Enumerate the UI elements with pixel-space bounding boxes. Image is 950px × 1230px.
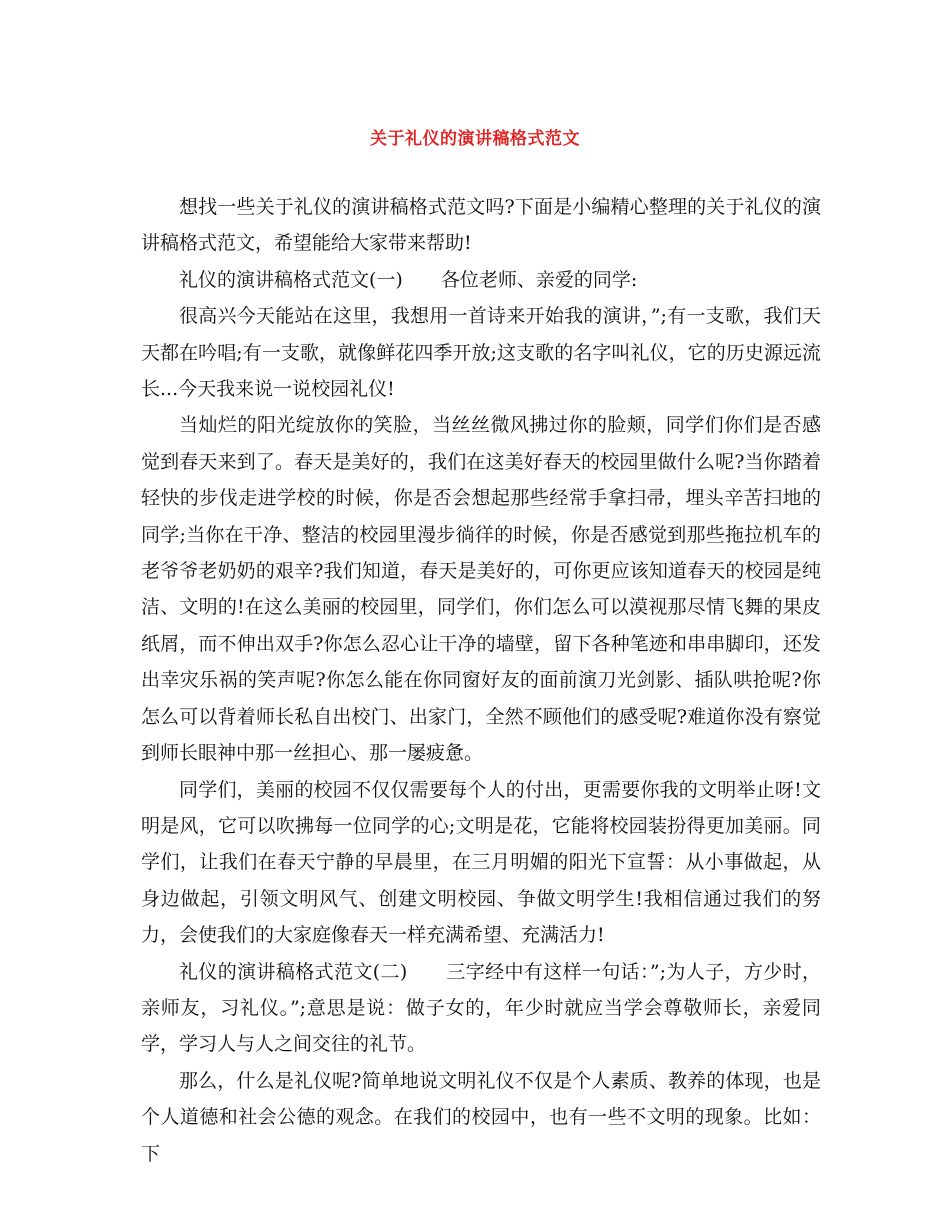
document-title: 关于礼仪的演讲稿格式范文: [370, 129, 580, 149]
paragraph: 礼仪的演讲稿格式范文(二) 三字经中有这样一句话：”;为人子，方少时，亲师友，习礼仪。”;意思是说：做子女的，年少时就应当学会尊敬师长，亲爱同学，学习人与人之间交往的礼节。: [141, 960, 821, 1056]
paragraph: 想找一些关于礼仪的演讲稿格式范文吗?下面是小编精心整理的关于礼仪的演讲稿格式范文，希望能给大家带来帮助!: [141, 196, 821, 255]
paragraph: 礼仪的演讲稿格式范文(一) 各位老师、亲爱的同学:: [179, 268, 638, 291]
paragraph: 当灿烂的阳光绽放你的笑脸，当丝丝微风拂过你的脸颊，同学们你们是否感觉到春天来到了。春天是美好的，我们在这美好春天的校园里做什么呢?当你踏着轻快的步伐走进学校的时候，你是否会想起那些经常手拿扫帚，埋头辛苦扫地的同学;当你在干净、整洁的校园里漫步徜徉的时候，你是否感觉到那些拖拉机车的老爷爷老奶奶的艰辛?我们知道，春天是美好的，可你更应该知道春天的校园是纯洁、文明的!在这么美丽的校园里，同学们，你们怎么可以漠视那尽情飞舞的果皮纸屑，而不伸出双手?你怎么忍心让干净的墙壁，留下各种笔迹和串串脚印，还发出幸灾乐祸的笑声呢?你怎么能在你同窗好友的面前演刀光剑影、插队哄抢呢?你怎么可以背着师长私自出校门、出家门，全然不顾他们的感受呢?难道你没有察觉到师长眼神中那一丝担心、那一屡疲惫。: [141, 414, 821, 765]
paragraph: 同学们，美丽的校园不仅仅需要每个人的付出，更需要你我的文明举止呀!文明是风，它可以吹拂每一位同学的心;文明是花，它能将校园装扮得更加美丽。同学们，让我们在春天宁静的早晨里，在三月明媚的阳光下宣誓：从小事做起，从身边做起，引领文明风气、创建文明校园、争做文明学生!我相信通过我们的努力，会使我们的大家庭像春天一样充满希望、充满活力!: [141, 778, 821, 947]
paragraph: 那么，什么是礼仪呢?简单地说文明礼仪不仅是个人素质、教养的体现，也是个人道德和社会公德的观念。在我们的校园中，也有一些不文明的现象。比如：下: [141, 1069, 821, 1165]
paragraph: 很高兴今天能站在这里，我想用一首诗来开始我的演讲，”;有一支歌，我们天天都在吟唱;有一支歌，就像鲜花四季开放;这支歌的名字叫礼仪，它的历史源远流长...今天我来说一说校园礼仪!: [141, 305, 821, 401]
document-body: [141, 189, 821, 1172]
